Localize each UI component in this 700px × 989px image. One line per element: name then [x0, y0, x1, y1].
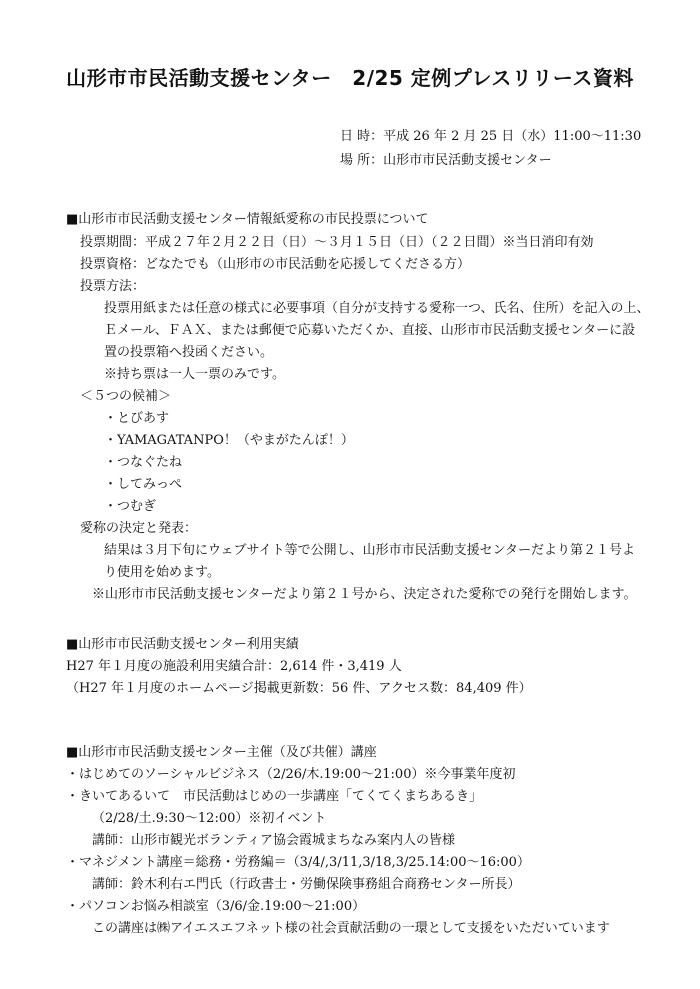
- course-item: ・パソコンお悩み相談室（3/6/金.19:00～21:00）: [66, 899, 366, 914]
- candidate-item: ・つむぎ: [104, 499, 157, 514]
- course-support-note: この講座は㈱アイエスエフネット様の社会貢献活動の一環として支援をいただいています: [92, 921, 610, 936]
- page-title: 山形市市民活動支援センター 2/25 定例プレスリリース資料: [66, 66, 634, 90]
- section3-heading: ■山形市市民活動支援センター主催（及び共催）講座: [66, 745, 377, 760]
- course-item: ・きいてあるいて 市民活動はじめの一歩講座「てくてくまちあるき」: [66, 789, 483, 804]
- vote-method-line: 置の投票箱へ投函ください。: [104, 345, 274, 360]
- candidate-item: ・してみっぺ: [104, 477, 183, 492]
- course-lecturer: 講師：鈴木利右エ門氏（行政書士・労働保険事務組合商務センター所長）: [92, 877, 521, 892]
- course-item: ・マネジメント講座＝総務・労務編＝（3/4/,3/11,3/18,3/25.14:00～16:00）: [66, 855, 530, 870]
- section1-heading: ■山形市市民活動支援センター情報紙愛称の市民投票について: [66, 212, 429, 227]
- course-detail: （2/28/土.9:30～12:00）※初イベント: [92, 811, 327, 826]
- course-item: ・はじめてのソーシャルビジネス（2/26/木.19:00～21:00）※今事業年度初: [66, 767, 516, 782]
- candidates-label: ＜５つの候補＞: [80, 389, 172, 404]
- decision-label: 愛称の決定と発表：: [80, 521, 198, 536]
- vote-eligibility: 投票資格：どなたでも（山形市の市民活動を応援してくださる方）: [80, 257, 471, 272]
- candidate-item: ・とびあす: [104, 411, 170, 426]
- decision-line: 結果は３月下旬にウェブサイト等で公開し、山形市市民活動支援センターだより第２１号よ: [104, 543, 636, 558]
- vote-method-line: 投票用紙または任意の様式に必要事項（自分が支持する愛称一つ、氏名、住所）を記入の上、: [104, 301, 650, 316]
- meeting-date: 日 時：平成 26 年 2 月 25 日（水）11:00～11:30: [340, 129, 642, 144]
- usage-total: H27 年１月度の施設利用実績合計：2,614 件・3,419 人: [66, 659, 402, 674]
- course-lecturer: 講師：山形市観光ボランティア協会霞城まちなみ案内人の皆様: [92, 833, 455, 848]
- vote-period: 投票期間：平成２７年２月２２日（日）～３月１５日（日）（２２日間）※当日消印有効: [80, 235, 594, 250]
- web-stats: （H27 年１月度のホームページ掲載更新数：56 件、アクセス数：84,409 件）: [66, 681, 532, 696]
- meeting-place: 場 所：山形市市民活動支援センター: [340, 153, 552, 168]
- decision-line: り使用を始めます。: [104, 565, 220, 580]
- candidate-item: ・YAMAGATANPO！（やまがたんぽ！）: [104, 433, 354, 448]
- vote-method-label: 投票方法：: [80, 279, 146, 294]
- section2-heading: ■山形市市民活動支援センター利用実績: [66, 637, 299, 652]
- vote-method-line: Ｅメール、ＦＡＸ、または郵便で応募いただくか、直接、山形市市民活動支援センターに設: [104, 323, 636, 338]
- decision-note: ※山形市市民活動支援センターだより第２１号から、決定された愛称での発行を開始します。: [92, 587, 637, 602]
- candidate-item: ・つなぐたね: [104, 455, 183, 470]
- vote-note: ※持ち票は一人一票のみです。: [104, 367, 285, 382]
